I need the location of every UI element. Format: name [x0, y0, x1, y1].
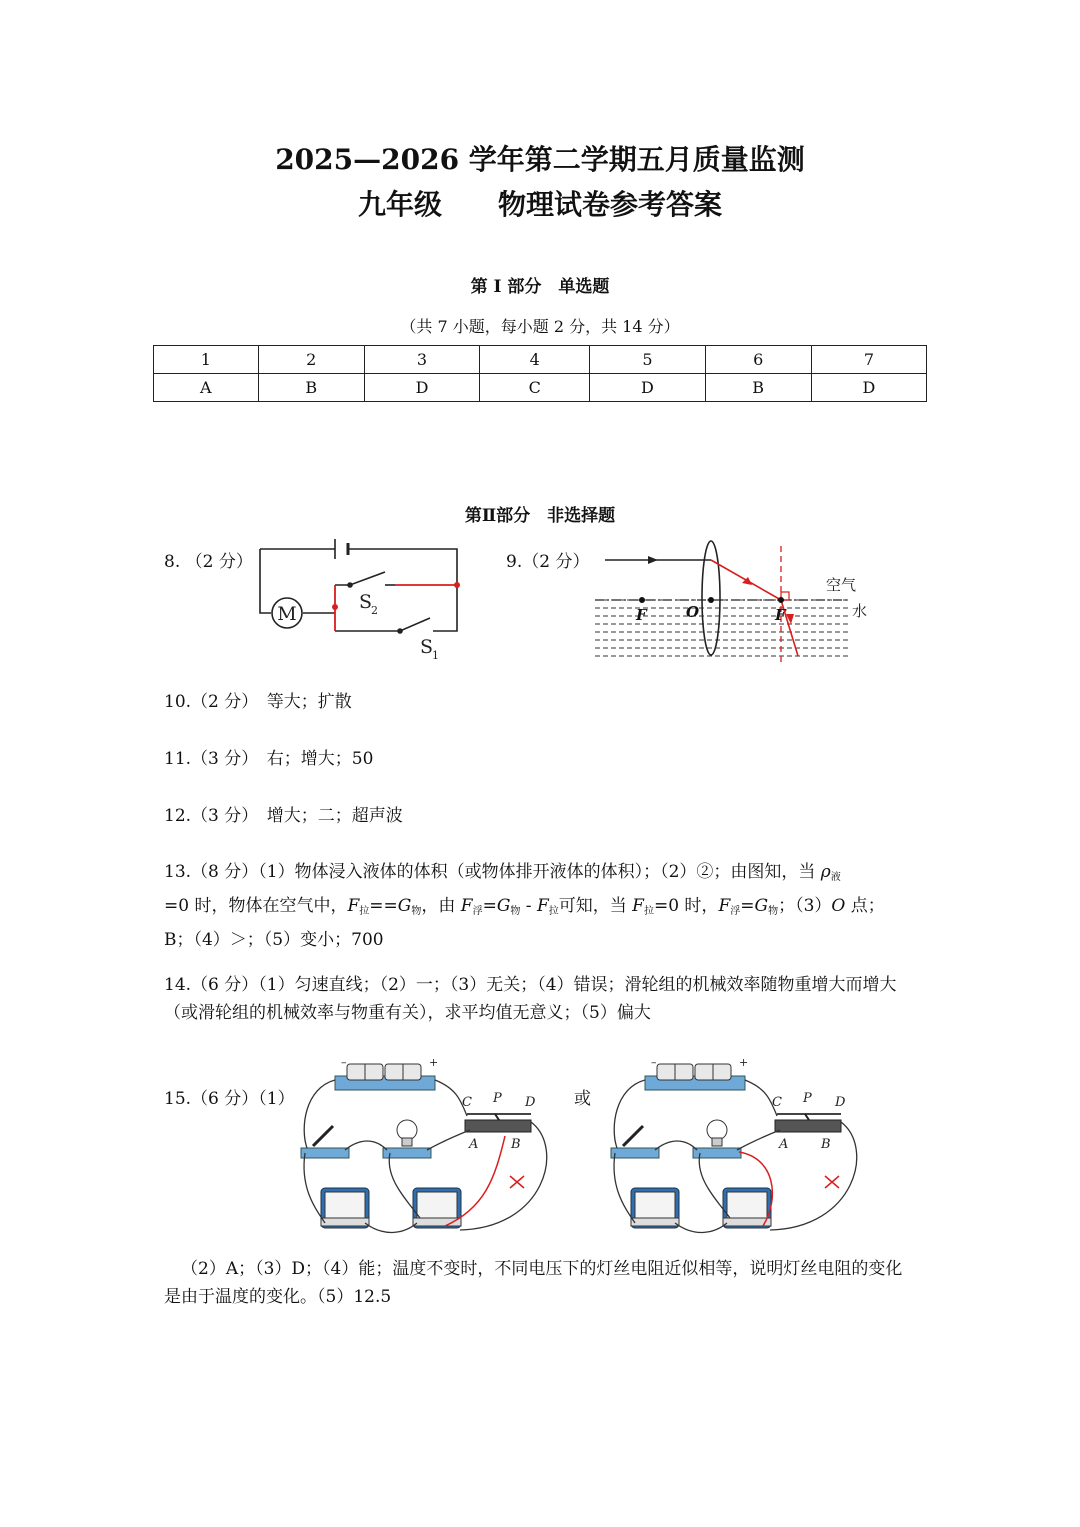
air-label: 空气 — [826, 576, 857, 594]
svg-text:–: – — [651, 1058, 657, 1069]
table-cell: C — [480, 374, 590, 402]
ammeter — [321, 1188, 369, 1228]
symbol-g: G — [496, 896, 511, 916]
table-cell: B — [258, 374, 364, 402]
switch — [301, 1126, 349, 1158]
subscript: 浮 — [472, 906, 483, 917]
table-row — [154, 374, 927, 402]
equals: = — [482, 896, 497, 916]
lamp — [693, 1120, 741, 1158]
q14-answer: 14.（6 分）（1）匀速直线；（2）一；（3）无关；（4）错误；滑轮组的机械效率随物重增大而增大（或滑轮组的机械效率与物重有关），求平均值无意义；（5）偏大 — [164, 975, 897, 1023]
table-cell: D — [364, 374, 479, 402]
q13-answer — [164, 858, 919, 954]
svg-text:+: + — [429, 1058, 439, 1069]
exam-title: 2025—2026 学年第二学期五月质量监测 — [275, 143, 805, 176]
focus-left-label: F — [636, 606, 647, 624]
switch-s2-subscript: 2 — [371, 604, 378, 617]
table-cell: 3 — [364, 346, 479, 374]
q9-label: 9.（2 分） — [506, 552, 590, 572]
q12-answer: 12.（3 分） 增大；二；超声波 — [164, 806, 403, 826]
symbol-g: G — [754, 896, 769, 916]
rheostat-label-a: A — [779, 1137, 789, 1152]
part1-heading: 第 I 部分 单选题 — [470, 277, 610, 297]
subscript: 拉 — [548, 906, 559, 917]
table-cell: 2 — [258, 346, 364, 374]
ammeter — [631, 1188, 679, 1228]
symbol-g: G — [397, 896, 412, 916]
battery — [645, 1058, 748, 1090]
subscript: 拉 — [643, 906, 654, 917]
subscript: 浮 — [730, 906, 741, 917]
q15-answer: （2）A；（3）D；（4）能；温度不变时，不同电压下的灯丝电阻近似相等，说明灯丝电阻的变化是由于温度的变化。（5）12.5 — [164, 1259, 903, 1307]
rheostat-label-b: B — [511, 1137, 521, 1152]
table-cell: 1 — [154, 346, 259, 374]
q11-answer: 11.（3 分） 右；增大；50 — [164, 749, 374, 769]
rheostat — [462, 1091, 536, 1152]
rheostat — [772, 1091, 846, 1152]
exam-subtitle — [0, 183, 1080, 223]
symbol-o: O — [831, 896, 846, 916]
symbol-f: F — [460, 896, 473, 916]
q13-part: 13.（8 分）（1）物体浸入液体的体积（或物体排开液体的体积）；（2）②；由图知，当 — [164, 862, 816, 882]
subject-label: 物理试卷参考答案 — [498, 188, 723, 221]
q15-circuit-diagram-2 — [605, 1058, 875, 1248]
water-label: 水 — [852, 602, 868, 620]
rheostat-label-p: P — [803, 1091, 812, 1106]
symbol-f: F — [718, 896, 731, 916]
part2-heading: 第Ⅱ部分 非选择题 — [464, 506, 616, 526]
part1-note: （共 7 小题，每小题 2 分，共 14 分） — [400, 317, 680, 336]
table-cell: 5 — [590, 346, 705, 374]
switch-s2-label: S — [359, 591, 373, 613]
q15-circuit-diagram-1 — [295, 1058, 565, 1248]
q13-part: 点； — [845, 896, 885, 916]
voltmeter — [723, 1188, 771, 1228]
or-label: 或 — [574, 1089, 591, 1109]
svg-text:–: – — [341, 1058, 347, 1069]
table-cell: 4 — [480, 346, 590, 374]
subscript: 拉 — [359, 906, 370, 917]
table-cell: D — [811, 374, 926, 402]
q8-label: 8. （2 分） — [164, 552, 253, 572]
rho-symbol: ρ — [820, 862, 831, 882]
rheostat-label-a: A — [469, 1137, 479, 1152]
lamp — [383, 1120, 431, 1158]
optical-center-label: O — [686, 603, 700, 621]
q13-part: 可知，当 — [558, 896, 627, 916]
svg-text:+: + — [739, 1058, 749, 1069]
rheostat-label-d: D — [835, 1095, 846, 1110]
q13-part: ，由 — [421, 896, 456, 916]
grade-label: 九年级 — [357, 188, 442, 221]
table-cell: B — [705, 374, 811, 402]
rheostat-label-c: C — [462, 1095, 472, 1110]
switch-s1-subscript: 1 — [432, 649, 439, 662]
symbol-f: F — [536, 896, 549, 916]
equals: = — [740, 896, 755, 916]
rheostat-label-b: B — [821, 1137, 831, 1152]
rheostat-label-p: P — [493, 1091, 502, 1106]
q13-part: =0 时， — [653, 896, 719, 916]
answer-table — [153, 345, 927, 402]
switch — [611, 1126, 659, 1158]
rheostat-label-d: D — [525, 1095, 536, 1110]
q13-part: =0 时，物体在空气中， — [164, 896, 348, 916]
symbol-f: F — [347, 896, 360, 916]
motor-label: M — [277, 603, 297, 625]
q9-optics-diagram — [590, 538, 870, 668]
table-row — [154, 346, 927, 374]
q13-part: B；（4）＞；（5）变小；700 — [164, 930, 384, 950]
table-cell: 7 — [811, 346, 926, 374]
switch-s1-label: S — [420, 636, 434, 658]
focus-right-label: F — [775, 606, 786, 624]
subscript: 物 — [510, 906, 521, 917]
rheostat-label-c: C — [772, 1095, 782, 1110]
q13-part: ；（3） — [778, 896, 832, 916]
q15-label: 15.（6 分）（1） — [164, 1089, 295, 1109]
battery — [335, 1058, 438, 1090]
subscript: 液 — [830, 872, 841, 883]
table-cell: A — [154, 374, 259, 402]
q10-answer: 10.（2 分） 等大；扩散 — [164, 692, 352, 712]
equals: == — [369, 896, 398, 916]
table-cell: D — [590, 374, 705, 402]
symbol-f: F — [632, 896, 644, 916]
q8-circuit-diagram — [255, 535, 470, 665]
minus: - — [520, 896, 537, 916]
subscript: 物 — [768, 906, 779, 917]
table-cell: 6 — [705, 346, 811, 374]
subscript: 物 — [411, 906, 422, 917]
